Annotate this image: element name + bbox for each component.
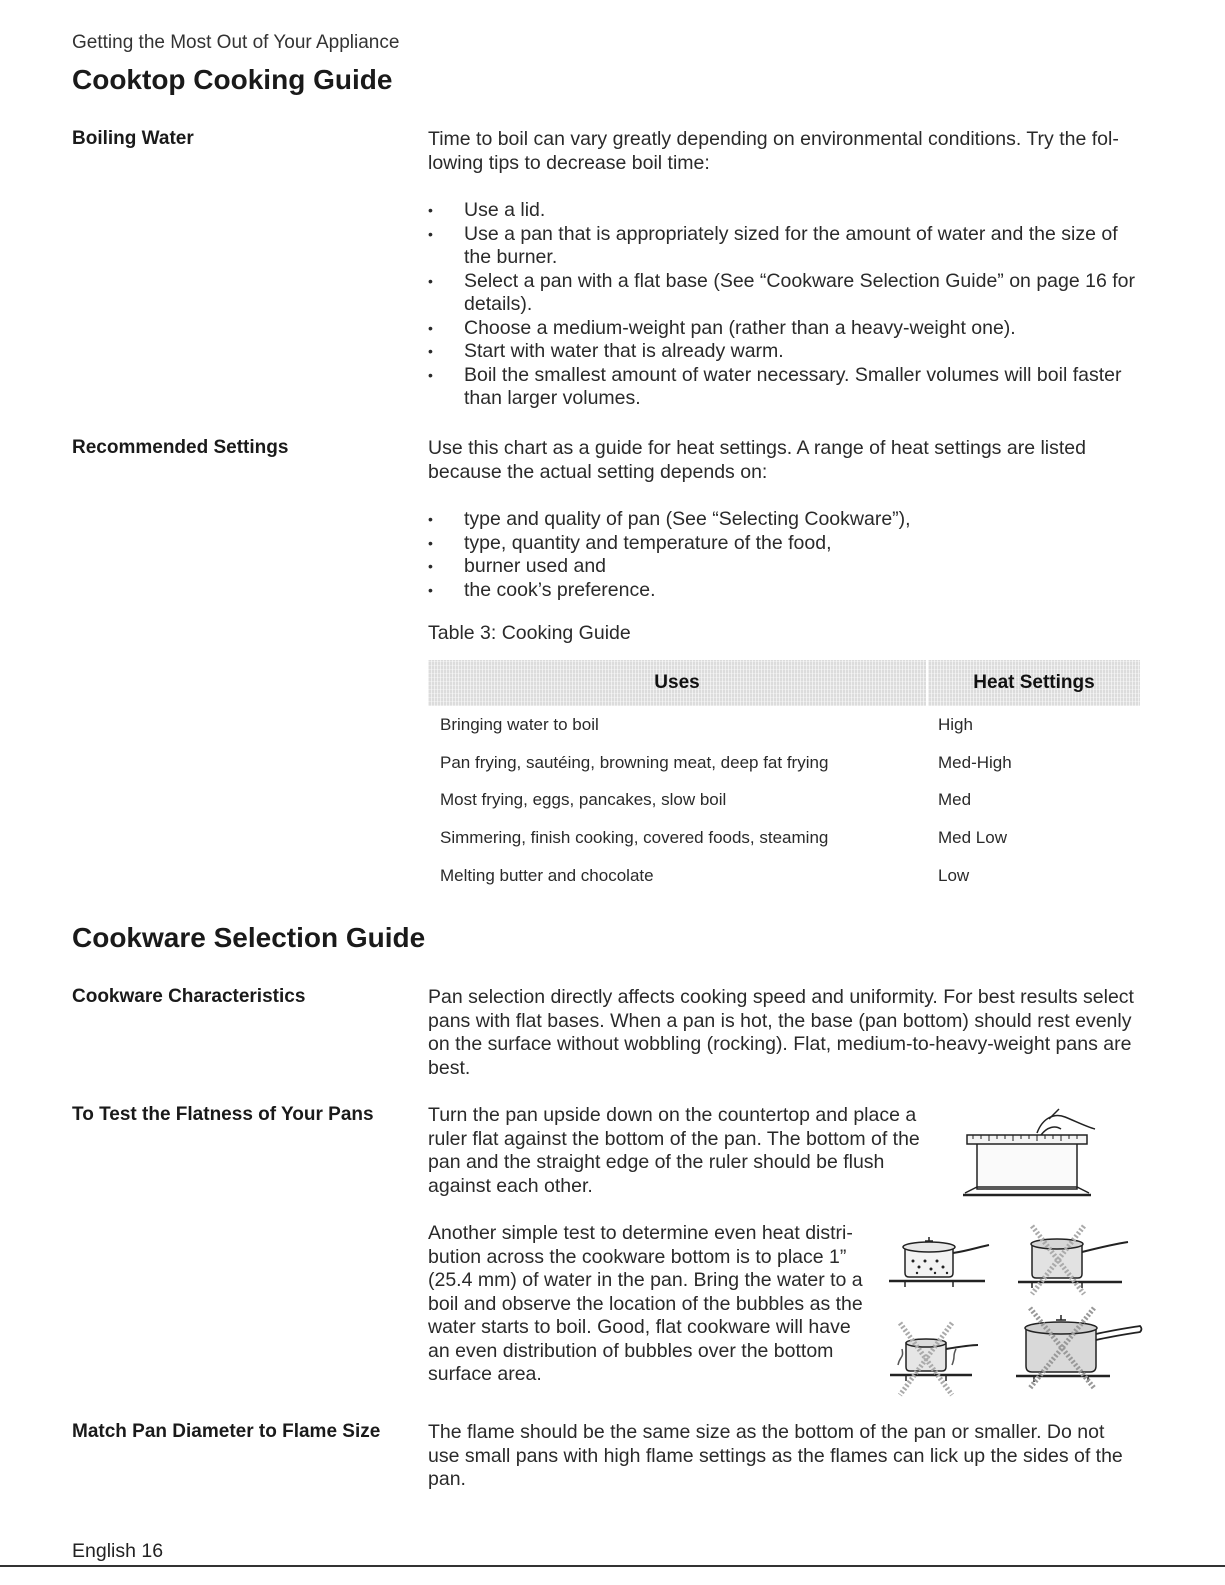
list-item: • Use a lid. xyxy=(428,199,1143,223)
list-item: • type, quantity and temperature of the food, xyxy=(428,532,1143,556)
cookware-guide-title: Cookware Selection Guide xyxy=(72,922,426,953)
boiling-water-intro xyxy=(428,128,1143,175)
good-pan-illustration xyxy=(885,1225,995,1295)
boiling-water-label: Boiling Water xyxy=(72,128,194,149)
cell-use: Most frying, eggs, pancakes, slow boil xyxy=(440,790,727,810)
match-pan-label: Match Pan Diameter to Flame Size xyxy=(72,1421,381,1442)
bottom-rule xyxy=(0,1565,1225,1567)
cell-use: Melting butter and chocolate xyxy=(440,865,654,885)
list-item: • the cook’s preference. xyxy=(428,579,1143,603)
cooktop-guide-title: Cooktop Cooking Guide xyxy=(72,64,393,95)
recommended-settings-label: Recommended Settings xyxy=(72,437,289,458)
cell-use: Pan frying, sautéing, browning meat, deep fat frying xyxy=(440,752,829,772)
flatness-test-label: To Test the Flatness of Your Pans xyxy=(72,1104,374,1125)
cell-use: Simmering, finish cooking, covered foods, steaming xyxy=(440,827,829,847)
table-row xyxy=(428,744,1140,782)
list-item: • type and quality of pan (See “Selecting Cookware”), xyxy=(428,508,1143,532)
cell-heat: Med xyxy=(938,790,972,810)
list-item: • Use a pan that is appropriately sized for the amount of water and the size of the burner. xyxy=(428,223,1143,270)
table-row xyxy=(428,706,1140,744)
table-row xyxy=(428,857,1140,895)
ruler-on-pan-illustration xyxy=(955,1105,1100,1200)
table-header-row xyxy=(428,660,1140,706)
cell-heat: Med Low xyxy=(938,827,1007,847)
cell-heat: High xyxy=(938,714,973,734)
running-header: Getting the Most Out of Your Appliance xyxy=(72,32,400,53)
bad-large-pan-illustration xyxy=(1010,1300,1145,1395)
flatness-test-text: Turn the pan upside down on the countertop and place a ruler flat against the bottom of the pan. The bottom of the pan and the straight edge of the ruler should be flush against each other. xyxy=(428,1104,920,1197)
bubble-test-text: Another simple test to determine even heat distri-bution across the cookware bottom is to place 1” (25.4 mm) of water in the pan. Bring the water to a boil and observe the location of the bubbles as the water starts to boil. Good, flat cookware will have an even distribution of bubbles over the bottom surface area. xyxy=(428,1222,863,1385)
header-uses: Uses xyxy=(428,660,926,706)
list-item: • Select a pan with a flat base (See “Cookware Selection Guide” on page 16 for details). xyxy=(428,270,1143,317)
cell-heat: Med-High xyxy=(938,752,1012,772)
cooking-guide-table xyxy=(428,660,1140,894)
cell-use: Bringing water to boil xyxy=(440,714,599,734)
bad-small-pan-illustration xyxy=(882,1315,992,1400)
list-item: • Boil the smallest amount of water necessary. Smaller volumes will boil faster than larger volumes. xyxy=(428,364,1143,411)
header-heat-settings: Heat Settings xyxy=(928,660,1140,706)
list-item: • Start with water that is already warm. xyxy=(428,340,1143,364)
table-caption: Table 3: Cooking Guide xyxy=(428,622,631,644)
factors-list xyxy=(428,508,1143,602)
cell-heat: Low xyxy=(938,865,970,885)
cookware-characteristics-label: Cookware Characteristics xyxy=(72,986,306,1007)
page-footer: English 16 xyxy=(72,1540,164,1562)
cookware-characteristics-text: Pan selection directly affects cooking speed and uniformity. For best results select pans with flat bases. When a pan is hot, the base (pan bottom) should rest evenly on the surface without wobbling (rocking). Flat, medium-to-heavy-weight pans are best. xyxy=(428,986,1134,1079)
list-item: • Choose a medium-weight pan (rather than a heavy-weight one). xyxy=(428,317,1143,341)
table-row xyxy=(428,819,1140,857)
table-row xyxy=(428,781,1140,819)
list-item: • burner used and xyxy=(428,555,1143,579)
boil-tips-list xyxy=(428,199,1143,411)
match-pan-text: The flame should be the same size as the bottom of the pan or smaller. Do not use small pans with high flame settings as the flames can lick up the sides of the pan. xyxy=(428,1421,1123,1490)
recommended-intro: Use this chart as a guide for heat settings. A range of heat settings are listed because the actual setting depends on: xyxy=(428,437,1086,483)
bad-pan-illustration xyxy=(1010,1220,1140,1300)
boiling-intro-text: Time to boil can vary greatly depending on environmental conditions. Try the fol-lowing tips to decrease boil time: xyxy=(428,128,1119,174)
